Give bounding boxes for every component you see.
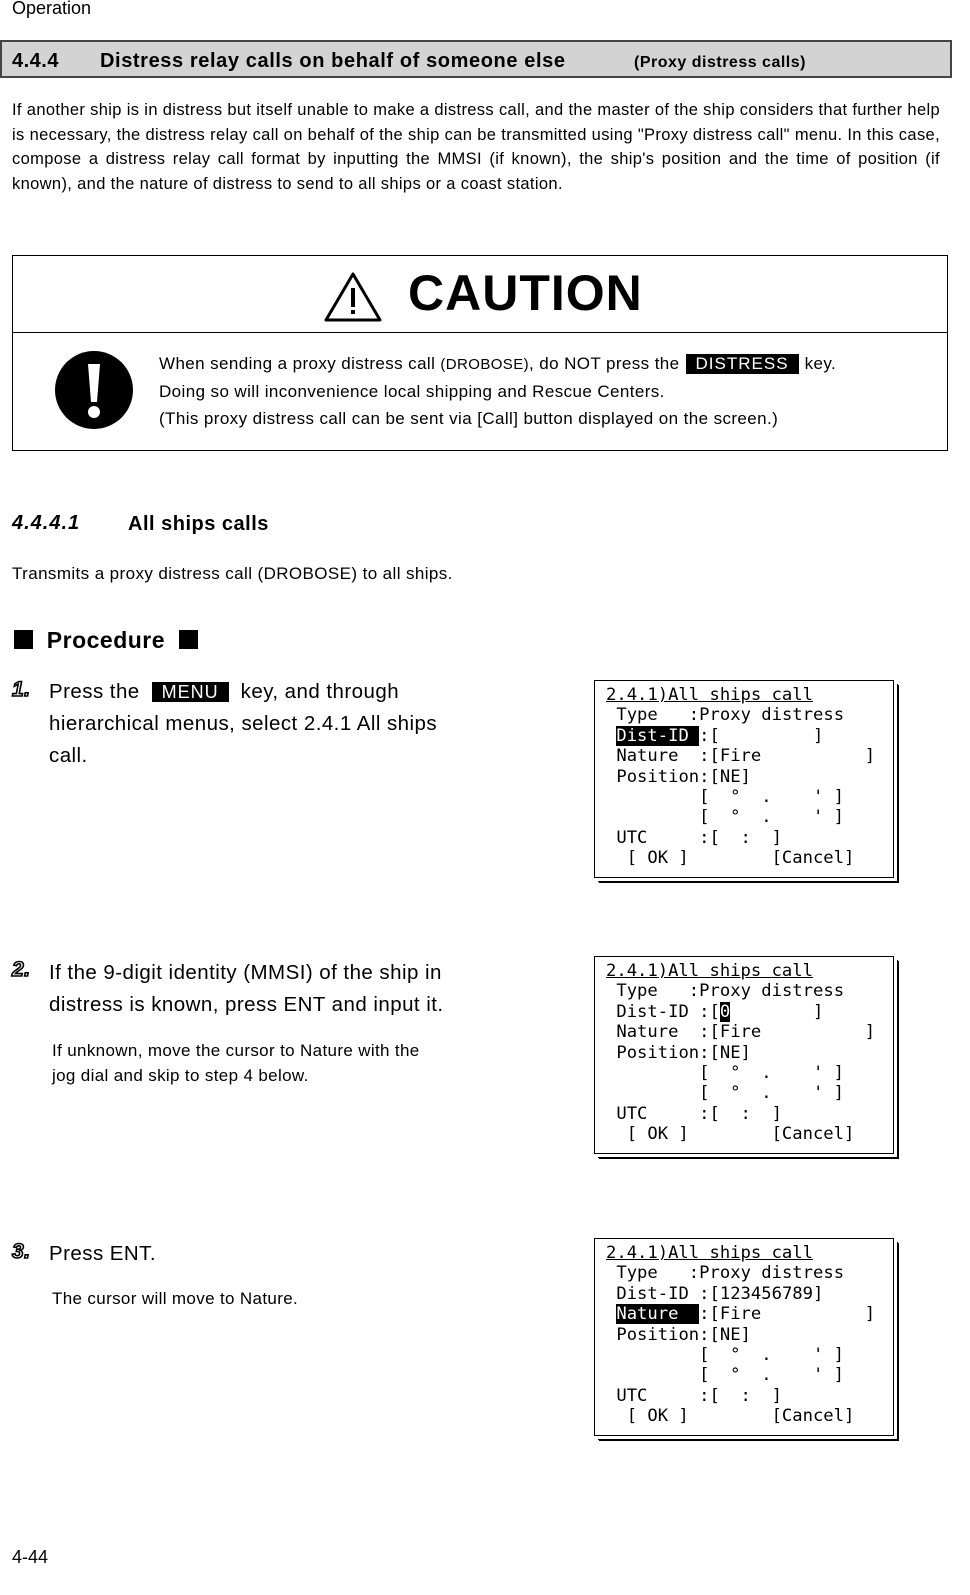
nature-value: [Fire ]: [709, 1304, 876, 1325]
section-title: Distress relay calls on behalf of someone else: [100, 50, 566, 72]
section-number: 4.4.4: [12, 50, 59, 72]
warning-triangle-icon: [323, 271, 383, 323]
step-2-text: If the 9-digit identity (MMSI) of the ship in distress is known, press ENT and input it.: [49, 961, 444, 1016]
procedure-heading: Procedure: [14, 627, 198, 654]
caution-header: [13, 256, 947, 333]
lcd-screen-step-3: 2.4.1)All ships call Type :Proxy distress Dist-ID :[123456789] Nature :[Fire ] Position:[NE] [ ° . ' ] [ ° . ' ] UTC :[ : ] [ OK ] [Cancel]: [594, 1238, 894, 1436]
type-value: Proxy distress: [699, 705, 845, 726]
position-field[interactable]: Position: [616, 766, 700, 787]
type-value: Proxy distress: [699, 981, 845, 1002]
menu-key: MENU: [152, 682, 229, 702]
caution-box: [12, 255, 948, 451]
square-bullet-icon: [14, 630, 33, 649]
nature-field[interactable]: Nature: [616, 1022, 700, 1043]
section-heading-bar: [0, 40, 952, 78]
utc-field[interactable]: UTC :[ : ]: [606, 1385, 782, 1406]
nature-value: [Fire ]: [709, 1022, 876, 1043]
dist-id-field-selected[interactable]: Dist-ID: [616, 725, 700, 746]
caution-line-2: Doing so will inconvenience local shipping and Rescue Centers.: [159, 382, 665, 401]
lcd-screen-step-2: 2.4.1)All ships call Type :Proxy distress Dist-ID :[0 ] Nature :[Fire ] Position:[NE] [ ° . ' ] [ ° . ' ] UTC :[ : ] [ OK ] [Cancel]: [594, 956, 894, 1154]
subsection-title: All ships calls: [128, 513, 269, 535]
step-1-number: 1.: [12, 678, 31, 701]
latitude-field[interactable]: [ ° . ' ]: [606, 786, 844, 807]
screen-title: 2.4.1)All ships call: [606, 1243, 813, 1263]
intro-paragraph: If another ship is in distress but itself unable to make a distress call, and the master of the ship considers that further help is necessary, the distress relay call on behalf of the ship can be transmitted using "Proxy distress call" menu. In this case, compose a distress relay call format by inputting the MMSI (if known), the ship's position and the time of position (if known), and the nature of distress to send to all ships or a coast station.: [12, 101, 941, 193]
nature-field[interactable]: Nature: [616, 746, 700, 767]
dist-id-value: [123456789]: [709, 1283, 824, 1304]
subsection-number: 4.4.4.1: [12, 512, 81, 534]
dist-id-value: [ ]: [709, 725, 824, 746]
position-field[interactable]: Position: [616, 1042, 700, 1063]
lcd-screen-step-1: 2.4.1)All ships call Type :Proxy distress Dist-ID :[ ] Nature :[Fire ] Position:[NE] [ ° . ' ] [ ° . ' ] UTC :[ : ] [ OK ] [Cancel]: [594, 680, 894, 878]
nature-field-selected[interactable]: Nature: [616, 1304, 700, 1325]
dist-id-field[interactable]: Dist-ID: [616, 1001, 700, 1022]
latitude-field[interactable]: [ ° . ' ]: [606, 1062, 844, 1083]
step-3-number: 3.: [12, 1240, 31, 1263]
step-3-text: Press ENT.: [49, 1242, 157, 1265]
distress-key: DISTRESS: [686, 354, 799, 374]
utc-field[interactable]: UTC :[ : ]: [606, 827, 782, 848]
caution-line-3: (This proxy distress call can be sent via [Call] button displayed on the screen.): [159, 409, 779, 428]
caution-line-1: When sending a proxy distress call (DROBOSE), do NOT press the DISTRESS key.: [159, 354, 837, 373]
longitude-field[interactable]: [ ° . ' ]: [606, 1365, 844, 1386]
ok-cancel-buttons[interactable]: [ OK ] [Cancel]: [606, 1124, 855, 1145]
subsection-description: Transmits a proxy distress call (DROBOSE) to all ships.: [12, 564, 453, 583]
longitude-field[interactable]: [ ° . ' ]: [606, 1083, 844, 1104]
longitude-field[interactable]: [ ° . ' ]: [606, 807, 844, 828]
dist-id-field[interactable]: Dist-ID: [616, 1283, 700, 1304]
ok-cancel-buttons[interactable]: [ OK ] [Cancel]: [606, 848, 855, 869]
screen-title: 2.4.1)All ships call: [606, 685, 813, 705]
position-field[interactable]: Position: [616, 1324, 700, 1345]
type-value: Proxy distress: [699, 1263, 845, 1284]
dist-id-cursor[interactable]: 0: [719, 1001, 731, 1022]
step-2-number: 2.: [12, 958, 31, 981]
ok-cancel-buttons[interactable]: [ OK ] [Cancel]: [606, 1406, 855, 1427]
caution-text: [159, 350, 836, 432]
latitude-field[interactable]: [ ° . ' ]: [606, 1344, 844, 1365]
square-bullet-icon: [179, 630, 198, 649]
caution-title: CAUTION: [408, 265, 643, 321]
nature-value: [Fire ]: [709, 746, 876, 767]
step-1-text: Press the MENU key, and through hierarchical menus, select 2.4.1 All ships call.: [49, 680, 438, 767]
step-3-note: The cursor will move to Nature.: [52, 1289, 299, 1308]
page-number: 4-44: [12, 1547, 49, 1567]
utc-field[interactable]: UTC :[ : ]: [606, 1103, 782, 1124]
prohibition-exclamation-icon: [54, 350, 134, 430]
section-subtitle: (Proxy distress calls): [634, 54, 806, 71]
screen-title: 2.4.1)All ships call: [606, 961, 813, 981]
step-2-note: If unknown, move the cursor to Nature with the jog dial and skip to step 4 below.: [52, 1041, 420, 1085]
chapter-label: Operation: [12, 0, 92, 18]
drobose-code: (DROBOSE): [440, 356, 530, 373]
